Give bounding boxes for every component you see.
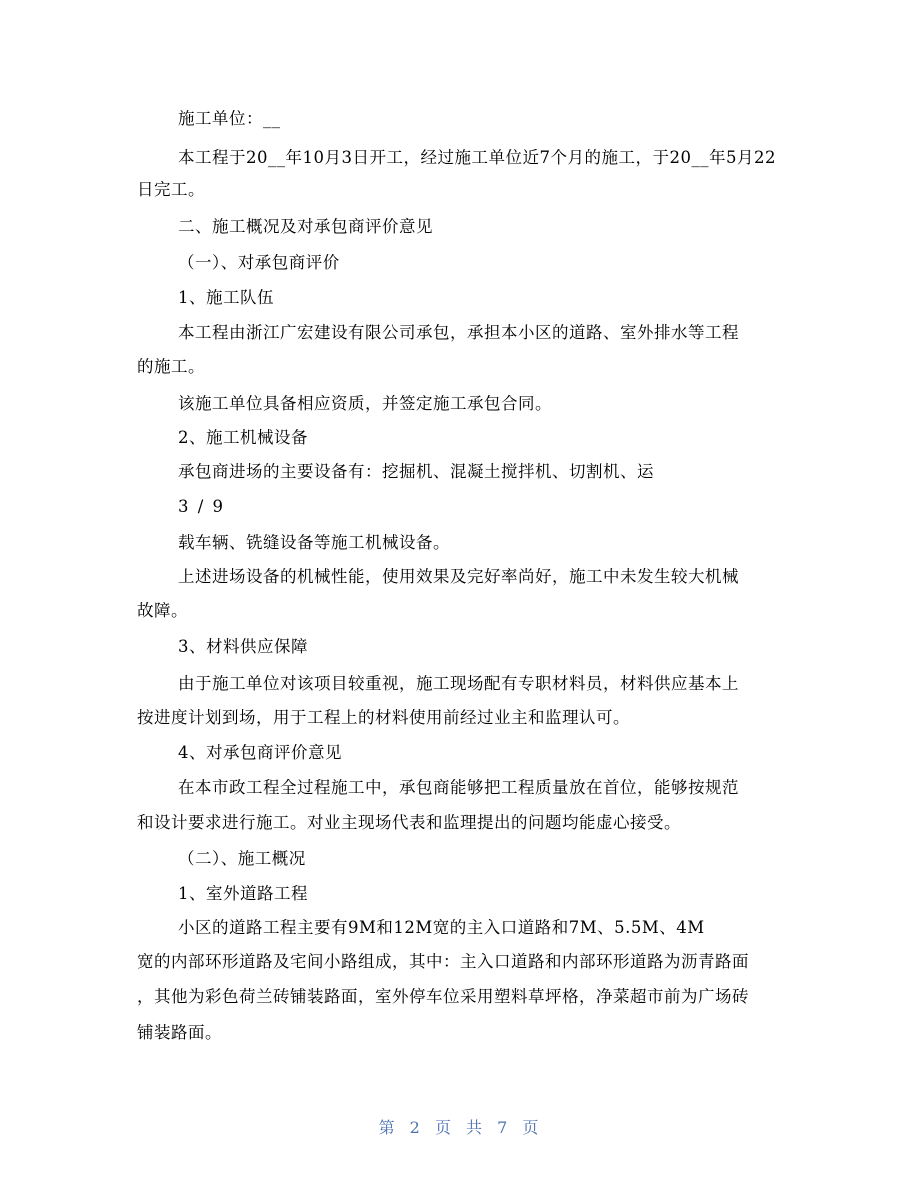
paragraph-line: 该施工单位具备相应资质，并签定施工承包合同。 <box>178 394 552 413</box>
subsection-heading: （一）、对承包商评价 <box>178 253 340 272</box>
paragraph-line: 故障。 <box>137 601 188 620</box>
item-heading: 2、施工机械设备 <box>178 428 308 447</box>
item-heading: 3、材料供应保障 <box>178 637 308 656</box>
paragraph-line: 承包商进场的主要设备有：挖掘机、混凝土搅拌机、切割机、运 <box>178 462 654 481</box>
paragraph-line: 由于施工单位对该项目较重视，施工现场配有专职材料员，材料供应基本上 <box>178 674 739 693</box>
paragraph-line: 铺装路面。 <box>137 1023 222 1042</box>
paragraph-line: 日完工。 <box>137 180 205 199</box>
item-heading: 4、对承包商评价意见 <box>178 743 342 762</box>
item-heading: 1、施工队伍 <box>178 288 274 307</box>
paragraph-line: 本工程由浙江广宏建设有限公司承包，承担本小区的道路、室外排水等工程 <box>178 323 739 342</box>
section-heading: 二、施工概况及对承包商评价意见 <box>178 217 433 236</box>
inline-page-number: 3 / 9 <box>178 497 226 516</box>
paragraph-line: 宽的内部环形道路及宅间小路组成，其中：主入口道路和内部环形道路为沥青路面 <box>137 952 749 971</box>
paragraph-line: 的施工。 <box>137 357 205 376</box>
page-footer: 第 2 页 共 7 页 <box>378 1118 542 1137</box>
subsection-heading: （二）、施工概况 <box>178 849 306 868</box>
paragraph-line: 和设计要求进行施工。对业主现场代表和监理提出的问题均能虚心接受。 <box>137 813 681 832</box>
item-heading: 1、室外道路工程 <box>178 884 308 903</box>
paragraph-line: 在本市政工程全过程施工中，承包商能够把工程质量放在首位，能够按规范 <box>178 778 739 797</box>
paragraph-line: ，其他为彩色荷兰砖铺装路面，室外停车位采用塑料草坪格，净菜超市前为广场砖 <box>137 987 749 1006</box>
paragraph-line: 小区的道路工程主要有9M和12M宽的主入口道路和7M、5.5M、4M <box>178 918 705 937</box>
paragraph-line: 上述进场设备的机械性能，使用效果及完好率尚好，施工中未发生较大机械 <box>178 567 739 586</box>
paragraph-line: 本工程于20__年10月3日开工，经过施工单位近7个月的施工，于20__年5月22 <box>178 148 776 167</box>
paragraph-line: 按进度计划到场，用于工程上的材料使用前经过业主和监理认可。 <box>137 708 630 727</box>
paragraph-line: 载车辆、铣缝设备等施工机械设备。 <box>178 533 450 552</box>
contractor-unit-line: 施工单位：__ <box>178 109 281 128</box>
